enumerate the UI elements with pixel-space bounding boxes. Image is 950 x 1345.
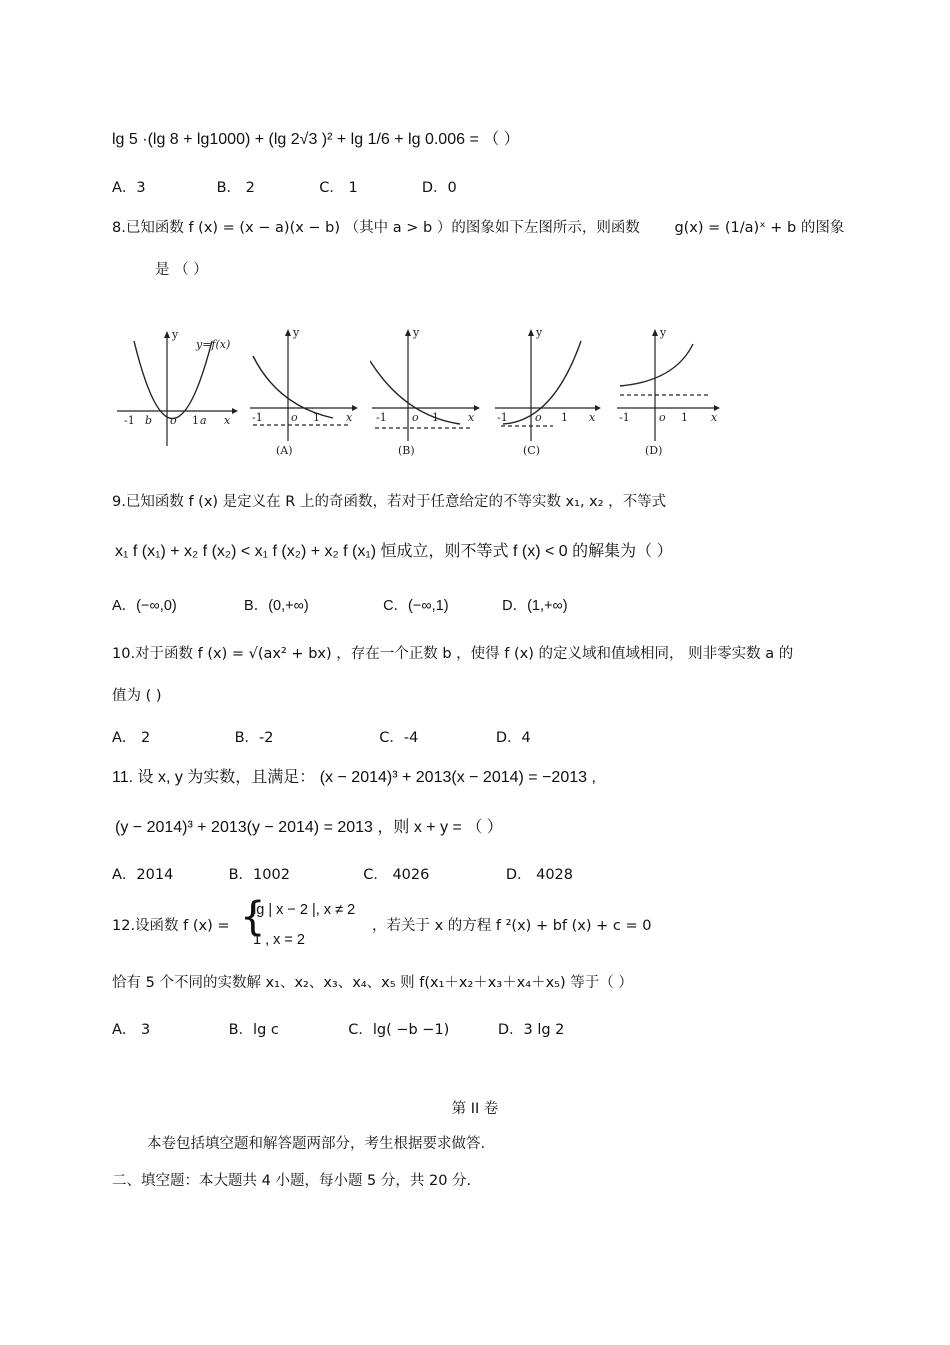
q12-case2: 1 , x = 2 xyxy=(253,932,305,948)
q7-options xyxy=(112,176,457,197)
q12-option-d: D．3 lg 2 xyxy=(497,1022,565,1038)
graph-d-caption: (D) xyxy=(645,444,663,457)
graph-c-y-label: y xyxy=(536,326,543,339)
graph-d-neg1: -1 xyxy=(619,411,630,424)
q9-line1: 9.已知函数 f (x) 是定义在 R 上的奇函数，若对于任意给定的不等实数 x₁, x₂ ，不等式 xyxy=(112,494,667,510)
graph-b-y-arrow xyxy=(405,329,411,336)
q11-line1: 11. 设 x, y 为实数，且满足： (x − 2014)³ + 2013(x − 2014) = −2013 , xyxy=(112,769,596,786)
q11-option-c: C． 4026 xyxy=(363,867,430,883)
graph-b-o: o xyxy=(412,411,419,424)
graph-main xyxy=(112,326,242,456)
q9-options xyxy=(112,594,568,615)
q7-option-c: C． 1 xyxy=(319,180,358,196)
graph-a xyxy=(248,326,363,461)
graph-main-neg1: -1 xyxy=(124,414,135,427)
q9-line2: x₁ f (x₁) + x₂ f (x₂) < x₁ f (x₂) + x₂ f (x₁) 恒成立，则不等式 f (x) < 0 的解集为（ ） xyxy=(115,543,673,560)
section2-title: 第 II 卷 xyxy=(451,1101,499,1117)
q8-line2: 是 （ ） xyxy=(155,262,208,278)
q7-option-a: A．3 xyxy=(112,180,146,196)
graph-a-o: o xyxy=(291,411,298,424)
q11-option-b: B．1002 xyxy=(228,867,290,883)
graph-c-y-arrow xyxy=(528,329,534,336)
q7-text: lg 5 ·(lg 8 + lg1000) + (lg 2√3 )² + lg 1/6 + lg 0.006 = （ ） xyxy=(112,131,520,148)
graph-c-neg1: -1 xyxy=(497,411,508,424)
graph-b-caption: (B) xyxy=(398,444,415,457)
q7-option-b: B． 2 xyxy=(216,180,255,196)
q9-option-d: D．(1,+∞) xyxy=(502,598,568,614)
q12-option-c: C．lg( −b −1) xyxy=(348,1022,450,1038)
graph-b-x-arrow xyxy=(474,405,480,411)
q9-option-b: B．(0,+∞) xyxy=(244,598,309,614)
q12-brace: { xyxy=(240,894,266,940)
graph-c xyxy=(493,326,608,461)
graph-main-a: a xyxy=(200,414,207,427)
graph-b-neg1: -1 xyxy=(376,411,387,424)
graph-c-curve xyxy=(503,341,581,424)
graph-main-func-label: y=f(x) xyxy=(196,338,231,351)
q11-option-a: A．2014 xyxy=(112,867,174,883)
graph-b-x-label: x xyxy=(468,411,475,424)
graph-d-one: 1 xyxy=(681,411,688,424)
graph-a-caption: (A) xyxy=(276,444,293,457)
graph-b-y-label: y xyxy=(413,326,420,339)
q10-line2: 值为 ( ) xyxy=(112,688,162,704)
graph-a-neg1: -1 xyxy=(252,411,263,424)
q12-option-b: B．lg c xyxy=(228,1022,279,1038)
graph-main-curve xyxy=(134,341,212,419)
graph-a-y-label: y xyxy=(293,326,300,339)
q12-line2: 恰有 5 个不同的实数解 x₁、x₂、x₃、x₄、x₅ 则 f(x₁＋x₂＋x₃＋x₄＋x₅) 等于（ ） xyxy=(112,975,633,991)
graph-d-o: o xyxy=(659,411,666,424)
q11-option-d: D． 4028 xyxy=(505,867,574,883)
graph-d-y-arrow xyxy=(652,329,658,336)
q10-options xyxy=(112,726,531,747)
graph-c-o: o xyxy=(535,411,542,424)
graph-a-curve xyxy=(253,356,333,418)
graph-c-one: 1 xyxy=(561,411,568,424)
q9-option-c: C．(−∞,1) xyxy=(383,598,449,614)
graph-c-caption: (C) xyxy=(523,444,540,457)
graph-c-x-arrow xyxy=(595,405,601,411)
graph-main-x-arrow xyxy=(232,408,238,414)
section2-fill: 二、填空题：本大题共 4 小题，每小题 5 分，共 20 分. xyxy=(112,1173,472,1189)
q10-option-c: C．-4 xyxy=(379,730,419,746)
section2-desc: 本卷包括填空题和解答题两部分，考生根据要求做答. xyxy=(147,1136,486,1152)
graph-main-y-label: y xyxy=(172,328,179,341)
graph-d-x-label: x xyxy=(711,411,718,424)
graph-main-b: b xyxy=(145,414,153,427)
graph-a-x-label: x xyxy=(346,411,353,424)
q12-cond: ，若关于 x 的方程 f ²(x) + bf (x) + c = 0 xyxy=(372,918,652,934)
q10-option-a: A． 2 xyxy=(112,730,151,746)
q12-case1: lg | x − 2 |, x ≠ 2 xyxy=(253,902,356,918)
q12-options xyxy=(112,1018,564,1039)
q8-text-a: 8.已知函数 f (x) = (x − a)(x − b) （其中 a > b ）的图象如下左图所示，则函数 xyxy=(112,220,640,236)
graph-d-y-label: y xyxy=(660,326,667,339)
graph-b xyxy=(370,326,485,461)
graph-a-x-arrow xyxy=(352,405,358,411)
graph-b-one: 1 xyxy=(432,411,439,424)
q11-options xyxy=(112,863,573,884)
q11-line2: (y − 2014)³ + 2013(y − 2014) = 2013 ，则 x + y = （ ） xyxy=(115,819,503,836)
q8-line1 xyxy=(112,218,844,238)
q8-text-b: g(x) = (1/a)ˣ + b 的图象 xyxy=(674,220,845,236)
q12-option-a: A． 3 xyxy=(112,1022,151,1038)
q12-label: 12.设函数 f (x) = xyxy=(112,918,230,934)
q9-option-a: A．(−∞,0) xyxy=(112,598,177,614)
graph-main-x-label: x xyxy=(224,414,231,427)
q7-line xyxy=(112,130,520,150)
graph-main-one: 1 xyxy=(192,414,199,427)
graph-d xyxy=(615,326,730,461)
q10-line1: 10.对于函数 f (x) = √(ax² + bx) ，存在一个正数 b ，使得 f (x) 的定义域和值域相同， 则非零实数 a 的 xyxy=(112,646,794,662)
graph-main-o: o xyxy=(170,414,177,427)
graph-a-one: 1 xyxy=(313,411,320,424)
graph-c-x-label: x xyxy=(589,411,596,424)
graph-d-curve xyxy=(620,344,693,386)
q7-option-d: D．0 xyxy=(421,180,457,196)
graph-a-y-arrow xyxy=(285,329,291,336)
q10-option-b: B．-2 xyxy=(234,730,274,746)
graph-main-y-arrow xyxy=(164,331,170,338)
q10-option-d: D．4 xyxy=(495,730,531,746)
